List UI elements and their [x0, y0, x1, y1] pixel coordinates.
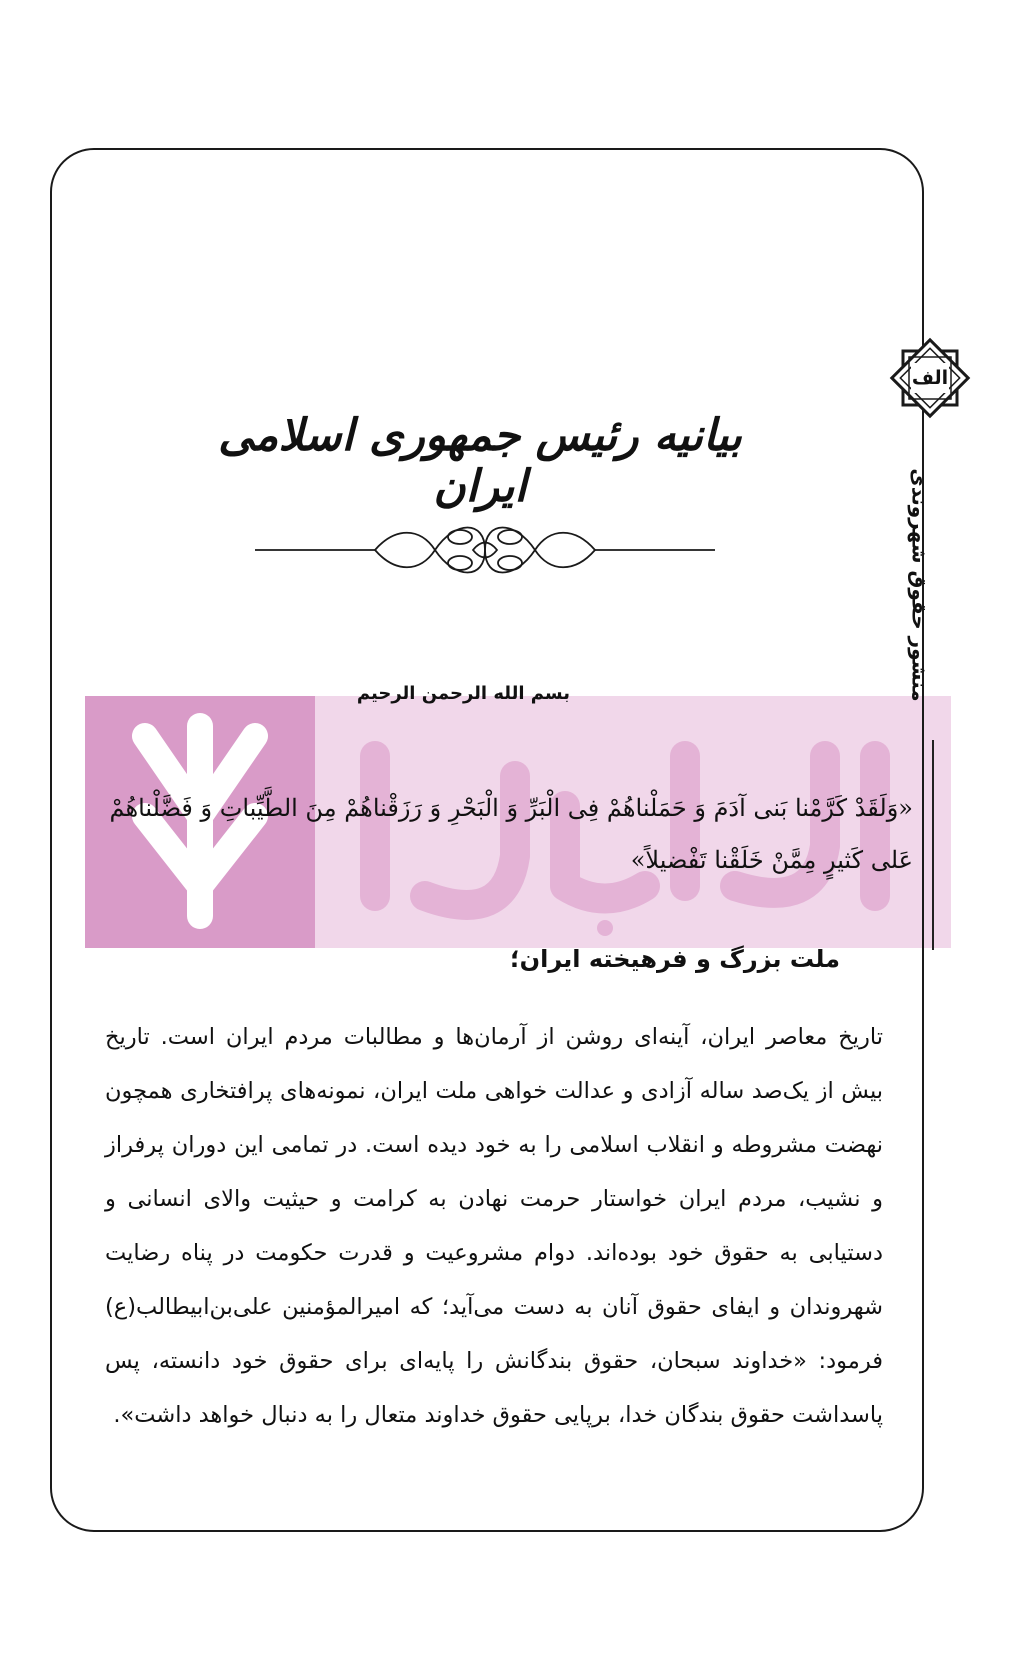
page-number: الف: [911, 367, 949, 389]
margin-rule: [932, 740, 934, 950]
quran-verse: «وَلَقَدْ کَرَّمْنا بَنی آدَمَ وَ حَمَلْناهُمْ فِی الْبَرِّ وَ الْبَحْرِ وَ رَزَقْناهُمْ مِنَ الطَّیِّباتِ وَ فَضَّلْناهُمْ عَلی کَثیرٍ مِمَّنْ خَلَقْنا تَفْضیلاً»: [109, 794, 913, 874]
page-title: بیانیه رئیس جمهوری اسلامی ایران: [218, 410, 742, 512]
basmala: بسم الله الرحمن الرحیم: [356, 683, 570, 704]
running-title: [885, 468, 955, 702]
running-title-text: منشور حقوق شهروندی: [908, 468, 932, 702]
salutation-heading: ملت بزرگ و فرهیخته ایران؛: [510, 945, 840, 973]
body-paragraph: تاریخ معاصر ایران، آینه‌ای روشن از آرمان‌ها و مطالبات مردم ایران است. تاریخ بیش از یک‌صد ساله آزادی و عدالت خواهی ملت ایران، نمونه‌های پرافتخاری همچون نهضت مشروطه و انقلاب اسلامی را به خود دیده است. در تمامی این دوران پرفراز و نشیب، مردم ایران خواستار حرمت نهادن به کرامت و حیثیت والای انسانی و دستیابی به حقوق خود بوده‌اند. دوام مشروعیت و قدرت حکومت در پناه رضایت شهروندان و ایفای حقوق آنان به دست می‌آید؛ که امیرالمؤمنین علی‌بن‌ابیطالب(ع) فرمود: «خداوند سبحان، حقوق بندگانش را پایه‌ای برای حقوق خود دانسته، پس پاسداشت حقوق بندگان خدا، برپایی حقوق خداوند متعال را به دنبال خواهد داشت».: [105, 1024, 883, 1428]
divider-ornament: [255, 515, 715, 585]
